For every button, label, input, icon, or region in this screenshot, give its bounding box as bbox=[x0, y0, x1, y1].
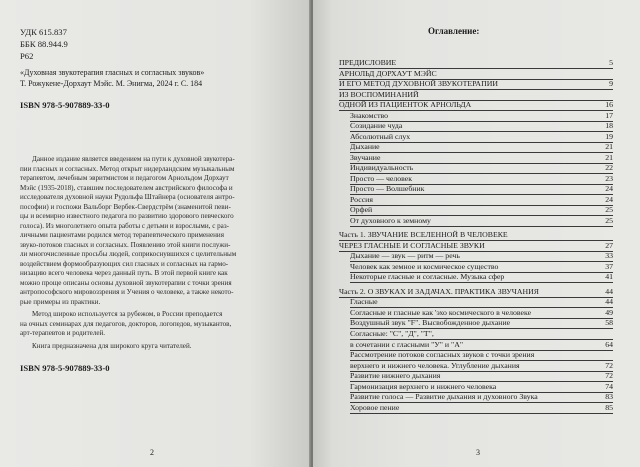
paragraph-line: на очных семинарах для педагогов, докторов, логопедов, музыкантов, bbox=[20, 319, 232, 328]
toc-entry-title: ПРЕДИСЛОВИЕ bbox=[339, 58, 397, 67]
toc-entry-title: Согласные и гласные как 'эхо космического в человеке bbox=[350, 308, 532, 317]
toc-entry-title: Индивидуальность bbox=[350, 163, 414, 172]
toc-entry-title: Человек как земное и космическое существо bbox=[350, 262, 499, 271]
toc-entry bbox=[313, 69, 613, 79]
toc-entry-title: Россия bbox=[350, 195, 373, 204]
paragraph-line: исследователя духовной науки Рудольфа Штайнера (основателя антро- bbox=[20, 193, 235, 201]
toc-entry-page: 44 bbox=[605, 287, 613, 296]
toc-entry-title: ОДНОЙ ИЗ ПАЦИЕНТОК АРНОЛЬДА bbox=[339, 100, 472, 109]
udk-code: УДК 615.837 bbox=[20, 27, 67, 37]
toc-entry-page: 24 bbox=[605, 195, 613, 204]
toc-entry-page: 17 bbox=[605, 111, 613, 120]
toc-entry bbox=[313, 100, 613, 110]
toc-entry bbox=[313, 142, 613, 152]
toc-entry bbox=[313, 79, 613, 89]
toc-entry-title: Орфей bbox=[350, 205, 373, 214]
isbn-top: ISBN 978-5-907889-33-0 bbox=[20, 100, 110, 110]
isbn-bottom: ISBN 978-5-907889-33-0 bbox=[20, 363, 110, 373]
toc-entry bbox=[313, 251, 613, 261]
toc-entry-title: Созидание чуда bbox=[350, 121, 403, 130]
toc-entry-title: Знакомство bbox=[350, 111, 389, 120]
toc-entry-title: в сочетании с гласными "У" и "А" bbox=[350, 340, 464, 349]
paragraph-line: Данное издание является введением на пути к духовной звукотера- bbox=[32, 155, 235, 163]
paragraph-line: ли многочисленные просьбы людей, соприкоснувшихся с целительным bbox=[20, 250, 237, 258]
paragraph-line: воздействием формообразующих сил гласных и согласных на гармо- bbox=[20, 259, 229, 268]
toc-entry-page: 72 bbox=[605, 361, 613, 370]
toc-entry-title: Некоторые гласные и согласные. Музыка сфер bbox=[350, 272, 505, 281]
toc-entry-page: 37 bbox=[605, 262, 613, 271]
toc-entry-page: 83 bbox=[605, 392, 613, 401]
toc-entry-page: 85 bbox=[605, 403, 613, 412]
toc-entry-title: АРНОЛЬД ДОРХАУТ МЭЙС bbox=[339, 69, 437, 78]
toc-heading: Оглавление: bbox=[428, 26, 480, 36]
toc-entry-title: Гласные bbox=[350, 297, 378, 306]
toc-entry-title: Просто — Волшебник bbox=[350, 184, 425, 193]
toc-entry-title: верхнего и нижнего человека. Углубление дыхания bbox=[350, 361, 520, 370]
toc-entry bbox=[313, 174, 613, 184]
toc-entry-page: 9 bbox=[609, 79, 613, 88]
paragraph-line: пософии) и госпожи Вальборг Вербек-Свердстрём (знаменитой певи- bbox=[20, 202, 231, 211]
toc-entry-page: 21 bbox=[605, 153, 613, 162]
toc-entry-title: Воздушный звук "F". Высвобожденное дыхание bbox=[350, 318, 511, 327]
toc-entry-page: 24 bbox=[605, 184, 613, 193]
toc-entry bbox=[313, 361, 613, 371]
toc-entry bbox=[313, 132, 613, 142]
paragraph-line: арт-терапевтов и родителей. bbox=[20, 329, 106, 337]
toc-entry-title: И ЕГО МЕТОД ДУХОВНОЙ ЗВУКОТЕРАПИИ bbox=[339, 79, 498, 88]
toc-entry-page: 22 bbox=[605, 163, 613, 172]
toc-entry bbox=[313, 195, 613, 205]
bbk-code: ББК 88.944.9 bbox=[20, 39, 68, 49]
toc-entry-title: Развитие нижнего дыхания bbox=[350, 371, 441, 380]
paragraph-line: Метод широко используется за рубежом, в России преподается bbox=[32, 310, 223, 318]
toc-entry-page: 18 bbox=[605, 121, 613, 130]
toc-entry bbox=[313, 297, 613, 307]
publication-info: Т. Рожукене-Дорхаут Мэйс. М. Энигма, 2024 г. С. 184 bbox=[20, 79, 203, 88]
toc-entry bbox=[313, 216, 613, 226]
toc-entry bbox=[313, 403, 613, 413]
toc-entry-page: 19 bbox=[605, 132, 613, 141]
toc-entry-title: Часть 1. ЗВУЧАНИЕ ВСЕЛЕННОЙ В ЧЕЛОВЕКЕ bbox=[339, 230, 508, 239]
toc-entry bbox=[313, 340, 613, 350]
toc-entry bbox=[313, 329, 613, 339]
toc-entry bbox=[313, 350, 613, 360]
toc-entry-title: Звучание bbox=[350, 153, 381, 162]
toc-entry-title: Развитие голоса — Развитие дыхания и духовного Звука bbox=[350, 392, 538, 401]
paragraph-line: цы и всемирно известного педагога по развитию здорового певческого bbox=[20, 212, 234, 220]
toc-entry bbox=[313, 241, 613, 251]
toc-entry-page: 49 bbox=[605, 308, 613, 317]
toc-entry-title: Дыхание — звук — ритм — речь bbox=[350, 251, 460, 260]
toc-entry bbox=[313, 163, 613, 173]
toc-entry-page: 72 bbox=[605, 371, 613, 380]
paragraph-line: голоса). Из многолетнего опыта работы с детьми и взрослыми, с раз- bbox=[20, 221, 229, 230]
toc-underline bbox=[350, 282, 613, 283]
toc-entry-page: 64 bbox=[605, 340, 613, 349]
right-page bbox=[313, 0, 640, 467]
toc-entry-title: Просто — человек bbox=[350, 174, 413, 183]
toc-entry-title: Дыхание bbox=[350, 142, 380, 151]
toc-entry bbox=[313, 262, 613, 272]
toc-entry-title: Часть 2. О ЗВУКАХ И ЗАДАЧАХ. ПРАКТИКА ЗВУЧАНИЯ bbox=[339, 287, 539, 296]
toc-entry bbox=[313, 184, 613, 194]
toc-entry-title: Согласные: "С", "Д", "Т", bbox=[350, 329, 434, 338]
toc-entry-title: Гармонизация верхнего и нижнего человека bbox=[350, 382, 497, 391]
paragraph-line: терапевтом, лечебным эвритмистом и педагогом Арнольдом Дорхаут bbox=[20, 174, 229, 182]
toc-entry bbox=[313, 121, 613, 131]
toc-entry-page: 27 bbox=[605, 241, 613, 250]
toc-entry bbox=[313, 318, 613, 328]
toc-entry bbox=[313, 308, 613, 318]
toc-entry-page: 21 bbox=[605, 142, 613, 151]
toc-entry-title: ЧЕРЕЗ ГЛАСНЫЕ И СОГЛАСНЫЕ ЗВУКИ bbox=[339, 241, 485, 250]
toc-underline bbox=[350, 226, 613, 227]
toc-entry-page: 44 bbox=[605, 297, 613, 306]
book-title: «Духовная звукотерапия гласных и согласных звуков» bbox=[20, 68, 205, 77]
paragraph-line: Книга предназначена для широкого круга читателей. bbox=[32, 342, 192, 350]
toc-entry-title: Рассмотрение потоков согласных звуков с точки зрения bbox=[350, 350, 535, 359]
toc-entry-page: 5 bbox=[609, 58, 613, 67]
paragraph-line: рые примеры из практики. bbox=[20, 297, 101, 306]
toc-entry-page: 25 bbox=[605, 205, 613, 214]
toc-entry bbox=[313, 371, 613, 381]
toc-entry-page: 33 bbox=[605, 251, 613, 260]
paragraph-line: пии гласных и согласных. Метод открыт нидерландским музыкальным bbox=[20, 164, 235, 173]
toc-entry bbox=[313, 205, 613, 215]
page-number-left: 2 bbox=[150, 448, 154, 457]
toc-entry-title: От духовного к земному bbox=[350, 216, 431, 225]
toc-entry bbox=[313, 58, 613, 68]
toc-entry bbox=[313, 382, 613, 392]
toc-entry-page: 16 bbox=[605, 100, 613, 109]
toc-entry bbox=[313, 153, 613, 163]
page-number-right: 3 bbox=[476, 448, 480, 457]
paragraph-line: антропософского мировоззрения и Учения о человеке, а также некото- bbox=[20, 288, 234, 296]
left-page bbox=[0, 0, 311, 467]
paragraph-line: личными пациентами родился метод терапевтического применения bbox=[20, 231, 224, 239]
toc-underline bbox=[350, 413, 613, 414]
toc-entry bbox=[313, 230, 613, 240]
paragraph-line: низацию всего человека через данный путь. В этой первой книге как bbox=[20, 269, 228, 277]
paragraph-line: можно проще описаны основы духовной звукотерапии с точки зрения bbox=[20, 278, 232, 287]
toc-entry-page: 25 bbox=[605, 216, 613, 225]
toc-entry-page: 58 bbox=[605, 318, 613, 327]
toc-entry-page: 23 bbox=[605, 174, 613, 183]
toc-entry-title: Хоровое пение bbox=[350, 403, 400, 412]
toc-entry-title: Абсолютный слух bbox=[350, 132, 411, 141]
toc-entry-page: 41 bbox=[605, 272, 613, 281]
toc-entry-page: 74 bbox=[605, 382, 613, 391]
toc-entry bbox=[313, 90, 613, 100]
toc-entry bbox=[313, 111, 613, 121]
paragraph-line: Мэйс (1935-2018), ставшим последователем австрийского философа и bbox=[20, 183, 233, 192]
author-mark: Р62 bbox=[20, 51, 34, 61]
toc-entry bbox=[313, 392, 613, 402]
paragraph-line: звуко-потоков гласных и согласных. Появлению этой книги послужи- bbox=[20, 240, 231, 249]
toc-entry bbox=[313, 272, 613, 282]
toc-entry-title: ИЗ ВОСПОМИНАНИЙ bbox=[339, 90, 419, 99]
toc-entry bbox=[313, 287, 613, 297]
